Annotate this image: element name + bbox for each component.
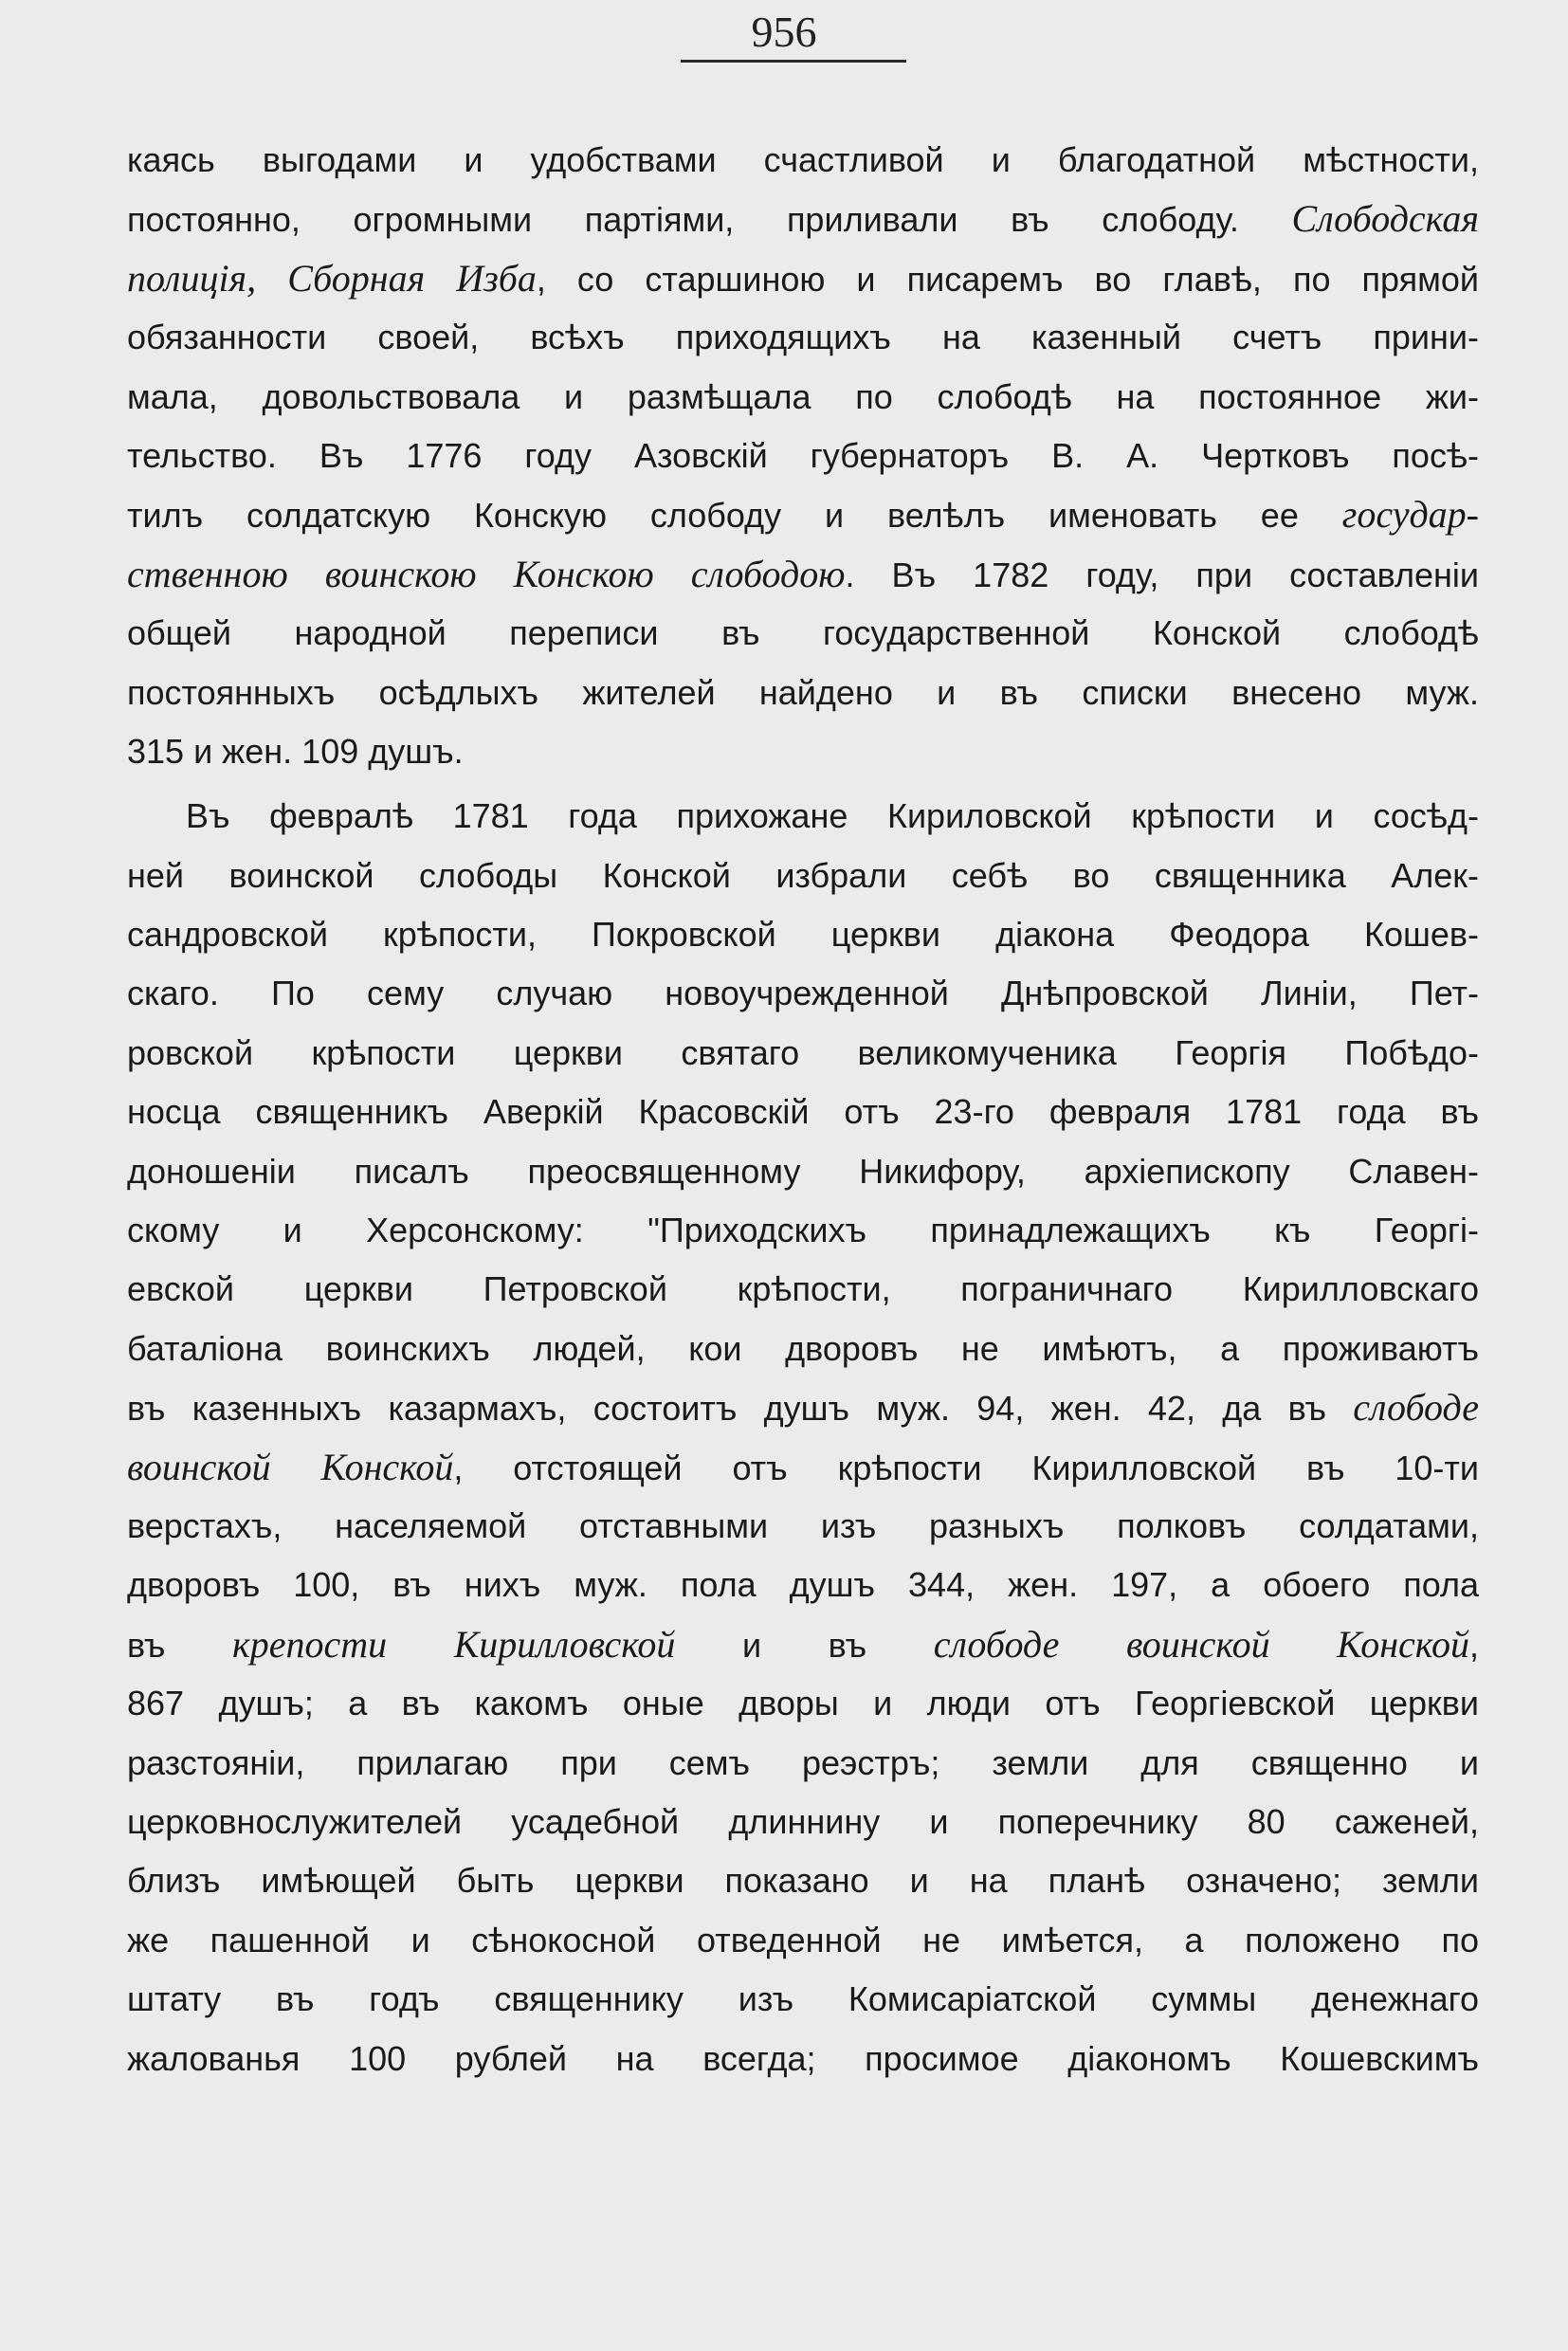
italic-text: ственною воинскою Конскою слободою (127, 552, 846, 595)
text-line (127, 1024, 1479, 1083)
italic-text: полиція, Сборная Изба (127, 256, 537, 300)
text-run: каясь выгодами и удобствами счастливой и благодатной мѣстности, (127, 140, 1479, 179)
text-run: постоянныхъ осѣдлыхъ жителей найдено и въ списки внесено муж. (127, 672, 1479, 712)
text-line (127, 1201, 1479, 1260)
italic-text: государ- (1341, 493, 1479, 537)
page-number: 956 (751, 8, 817, 56)
text-run: жалованья 100 рублей на всегда; просимое діакономъ Кошевскимъ (127, 2038, 1479, 2078)
paragraph (127, 787, 1479, 2088)
text-run: скому и Херсонскому: "Приходскихъ принадлежащихъ къ Георгі- (127, 1211, 1479, 1250)
text-run: дворовъ 100, въ нихъ муж. пола душъ 344, жен. 197, а обоего пола (127, 1565, 1479, 1605)
text-run: тельство. Въ 1776 году Азовскій губернаторъ В. А. Чертковъ посѣ- (127, 435, 1479, 475)
text-line (127, 1497, 1479, 1556)
text-line (127, 1556, 1479, 1614)
text-line (127, 427, 1479, 485)
text-line (127, 1734, 1479, 1793)
text-run: доношеніи писалъ преосвященному Никифору, архіепископу Славен- (127, 1151, 1479, 1191)
text-line (127, 1615, 1479, 1674)
text-line (127, 368, 1479, 427)
text-run: верстахъ, населяемой отставными изъ разныхъ полковъ солдатами, (127, 1505, 1479, 1545)
italic-text: воинской Конской (127, 1445, 454, 1488)
text-run: , со старшиною и писаремъ во главѣ, по прямой (536, 259, 1479, 299)
text-line (127, 2030, 1479, 2088)
text-run: церковнослужителей усадебной длиннину и поперечнику 80 саженей, (127, 1801, 1479, 1841)
text-run: и въ (675, 1625, 934, 1665)
text-line (127, 847, 1479, 905)
text-line (127, 249, 1479, 308)
text-line (127, 964, 1479, 1023)
text-line (127, 604, 1479, 663)
text-line (127, 1083, 1479, 1141)
text-line (127, 1142, 1479, 1201)
text-run: 867 душъ; а въ какомъ оные дворы и люди отъ Георгіевской церкви (127, 1684, 1479, 1723)
text-run: обязанности своей, всѣхъ приходящихъ на казенный счетъ прини- (127, 318, 1479, 357)
text-run: же пашенной и сѣнокосной отведенной не имѣется, а положено по (127, 1920, 1479, 1959)
text-line (127, 308, 1479, 367)
text-line (127, 1793, 1479, 1851)
text-line (127, 1320, 1479, 1378)
text-line (127, 1970, 1479, 2029)
text-line (127, 664, 1479, 722)
paragraph (127, 131, 1479, 781)
text-line (127, 131, 1479, 190)
text-line (127, 545, 1479, 604)
text-run: скаго. По сему случаю новоучрежденной Днѣпровской Линіи, Пет- (127, 974, 1479, 1013)
text-run: 315 и жен. 109 душъ. (127, 731, 464, 771)
text-line (127, 1674, 1479, 1733)
text-run: общей народной переписи въ государственной Конской слободѣ (127, 613, 1479, 653)
text-line (127, 1911, 1479, 1970)
text-run: ровской крѣпости церкви святаго великомученика Георгія Побѣдо- (127, 1032, 1479, 1072)
italic-text: Слободская (1291, 197, 1479, 241)
text-line (127, 1438, 1479, 1497)
text-run: близъ имѣющей быть церкви показано и на планѣ означено; земли (127, 1861, 1479, 1901)
italic-text: слободе воинской Конской (933, 1622, 1469, 1666)
text-line (127, 787, 1479, 846)
text-run: баталіона воинскихъ людей, кои дворовъ не имѣютъ, а проживаютъ (127, 1328, 1479, 1368)
text-run: , (1469, 1625, 1479, 1665)
text-run: разстояніи, прилагаю при семъ реэстръ; земли для священно и (127, 1742, 1479, 1782)
text-run: мала, довольствовала и размѣщала по слободѣ на постоянное жи- (127, 376, 1479, 416)
text-line (127, 190, 1479, 248)
text-run: евской церкви Петровской крѣпости, пограничнаго Кирилловскаго (127, 1269, 1479, 1309)
text-run: тилъ солдатскую Конскую слободу и велѣлъ именовать ее (127, 496, 1342, 536)
text-run: сандровской крѣпости, Покровской церкви діакона Феодора Кошев- (127, 915, 1479, 955)
text-line (127, 1851, 1479, 1910)
text-run: въ (127, 1625, 233, 1665)
text-line (127, 1378, 1479, 1437)
italic-text: крепости Кирилловской (232, 1622, 676, 1666)
text-run: Въ февралѣ 1781 года прихожане Кириловской крѣпости и сосѣд- (186, 796, 1479, 836)
text-line (127, 485, 1479, 544)
italic-text: слободе (1353, 1386, 1479, 1430)
text-run: носца священникъ Аверкій Красовскій отъ 23-го февраля 1781 года въ (127, 1092, 1479, 1132)
text-run: . Въ 1782 году, при составленіи (845, 555, 1479, 594)
text-run: постоянно, огромными партіями, приливали въ слободу. (127, 200, 1292, 240)
text-run: , отстоящей отъ крѣпости Кирилловской въ 10-ти (453, 1448, 1479, 1487)
text-line (127, 722, 1479, 781)
text-run: штату въ годъ священнику изъ Комисаріатской суммы денежнаго (127, 1979, 1479, 2019)
body-text (127, 131, 1479, 2088)
text-run: въ казенныхъ казармахъ, состоитъ душъ муж. 94, жен. 42, да въ (127, 1389, 1354, 1429)
text-line (127, 1260, 1479, 1319)
header-rule (681, 60, 906, 63)
text-run: ней воинской слободы Конской избрали себѣ во священника Алек- (127, 855, 1479, 895)
text-line (127, 905, 1479, 964)
